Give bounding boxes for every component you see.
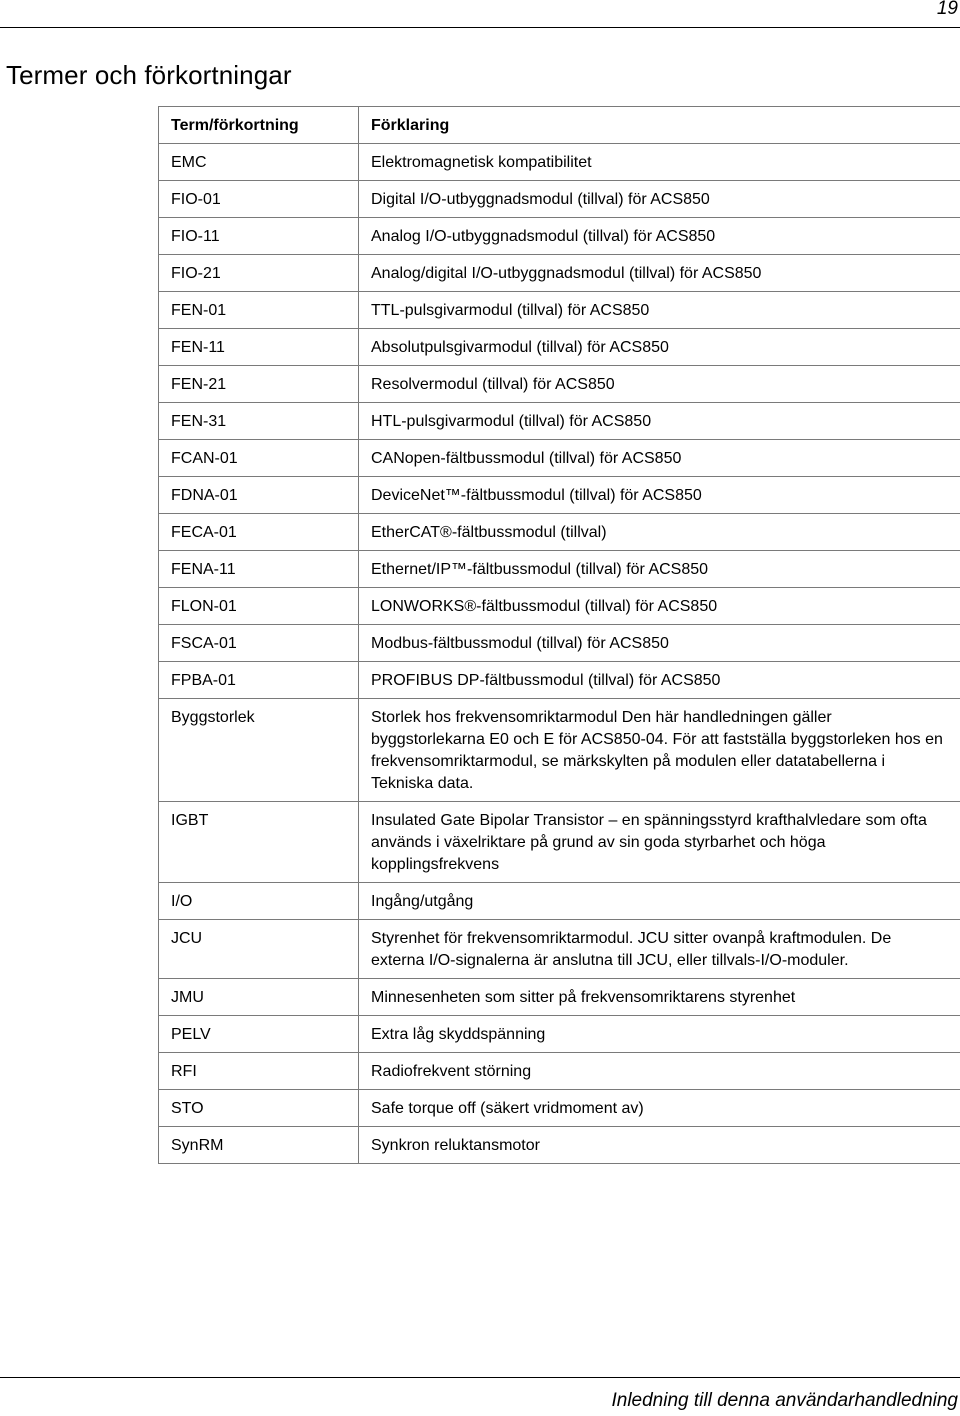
term-cell: SynRM — [159, 1127, 359, 1164]
table-row — [159, 979, 960, 1016]
table-row — [159, 255, 960, 292]
explanation-cell: Digital I/O-utbyggnadsmodul (tillval) för ACS850 — [359, 181, 960, 218]
term-cell: STO — [159, 1090, 359, 1127]
header-term: Term/förkortning — [159, 107, 359, 144]
term-cell: FLON-01 — [159, 588, 359, 625]
table-row — [159, 403, 960, 440]
table-row — [159, 292, 960, 329]
table-row — [159, 144, 960, 181]
header-explanation: Förklaring — [359, 107, 960, 144]
term-cell: RFI — [159, 1053, 359, 1090]
term-cell: FSCA-01 — [159, 625, 359, 662]
table-row — [159, 883, 960, 920]
term-cell: FEN-21 — [159, 366, 359, 403]
term-cell: IGBT — [159, 802, 359, 883]
explanation-cell: Safe torque off (säkert vridmoment av) — [359, 1090, 960, 1127]
term-cell: FEN-31 — [159, 403, 359, 440]
explanation-cell: Analog/digital I/O-utbyggnadsmodul (tillval) för ACS850 — [359, 255, 960, 292]
table-row — [159, 920, 960, 979]
explanation-cell: Styrenhet för frekvensomriktarmodul. JCU sitter ovanpå kraftmodulen. De externa I/O-signalerna är anslutna till JCU, eller tillvals-I/O-moduler. — [359, 920, 960, 979]
page-number: 19 — [936, 0, 958, 19]
explanation-cell: Ingång/utgång — [359, 883, 960, 920]
table-row — [159, 588, 960, 625]
terms-table — [158, 106, 960, 1164]
explanation-cell: Insulated Gate Bipolar Transistor – en spänningsstyrd krafthalvledare som ofta används i växelriktare på grund av sin goda styrbarhet och höga kopplingsfrekvens — [359, 802, 960, 883]
table-row — [159, 662, 960, 699]
explanation-cell: Extra låg skyddspänning — [359, 1016, 960, 1053]
table-row — [159, 218, 960, 255]
explanation-cell: DeviceNet™-fältbussmodul (tillval) för ACS850 — [359, 477, 960, 514]
table-row — [159, 699, 960, 802]
term-cell: FEN-01 — [159, 292, 359, 329]
table-row — [159, 366, 960, 403]
term-cell: JMU — [159, 979, 359, 1016]
table-row — [159, 551, 960, 588]
table-body — [159, 144, 960, 1164]
table-header-row — [159, 107, 960, 144]
term-cell: FDNA-01 — [159, 477, 359, 514]
explanation-cell: LONWORKS®-fältbussmodul (tillval) för ACS850 — [359, 588, 960, 625]
table-row — [159, 1090, 960, 1127]
term-cell: EMC — [159, 144, 359, 181]
term-cell: Byggstorlek — [159, 699, 359, 802]
term-cell: FIO-01 — [159, 181, 359, 218]
table-row — [159, 477, 960, 514]
explanation-cell: Radiofrekvent störning — [359, 1053, 960, 1090]
table-row — [159, 1016, 960, 1053]
explanation-cell: EtherCAT®-fältbussmodul (tillval) — [359, 514, 960, 551]
term-cell: PELV — [159, 1016, 359, 1053]
term-cell: I/O — [159, 883, 359, 920]
term-cell: FPBA-01 — [159, 662, 359, 699]
explanation-cell: Synkron reluktansmotor — [359, 1127, 960, 1164]
section-title: Termer och förkortningar — [6, 60, 292, 90]
explanation-cell: Minnesenheten som sitter på frekvensomriktarens styrenhet — [359, 979, 960, 1016]
term-cell: FENA-11 — [159, 551, 359, 588]
table-row — [159, 625, 960, 662]
term-cell: FECA-01 — [159, 514, 359, 551]
table-row — [159, 514, 960, 551]
explanation-cell: HTL-pulsgivarmodul (tillval) för ACS850 — [359, 403, 960, 440]
table-row — [159, 329, 960, 366]
table-row — [159, 1127, 960, 1164]
header-rule — [0, 27, 960, 28]
table-row — [159, 1053, 960, 1090]
explanation-cell: CANopen-fältbussmodul (tillval) för ACS850 — [359, 440, 960, 477]
term-cell: FCAN-01 — [159, 440, 359, 477]
explanation-cell: Elektromagnetisk kompatibilitet — [359, 144, 960, 181]
explanation-cell: Ethernet/IP™-fältbussmodul (tillval) för ACS850 — [359, 551, 960, 588]
explanation-cell: Storlek hos frekvensomriktarmodul Den här handledningen gäller byggstorlekarna E0 och E för ACS850-04. För att fastställa byggstorleken hos en frekvensomriktarmodul, se märkskylten på modulen eller datatabellerna i Tekniska data. — [359, 699, 960, 802]
table-row — [159, 440, 960, 477]
explanation-cell: PROFIBUS DP-fältbussmodul (tillval) för ACS850 — [359, 662, 960, 699]
explanation-cell: TTL-pulsgivarmodul (tillval) för ACS850 — [359, 292, 960, 329]
term-cell: FIO-21 — [159, 255, 359, 292]
footer-rule — [0, 1377, 960, 1378]
explanation-cell: Resolvermodul (tillval) för ACS850 — [359, 366, 960, 403]
footer-text: Inledning till denna användarhandledning — [611, 1390, 958, 1411]
term-cell: JCU — [159, 920, 359, 979]
explanation-cell: Absolutpulsgivarmodul (tillval) för ACS850 — [359, 329, 960, 366]
table-row — [159, 181, 960, 218]
table-row — [159, 802, 960, 883]
term-cell: FEN-11 — [159, 329, 359, 366]
term-cell: FIO-11 — [159, 218, 359, 255]
explanation-cell: Analog I/O-utbyggnadsmodul (tillval) för ACS850 — [359, 218, 960, 255]
explanation-cell: Modbus-fältbussmodul (tillval) för ACS850 — [359, 625, 960, 662]
